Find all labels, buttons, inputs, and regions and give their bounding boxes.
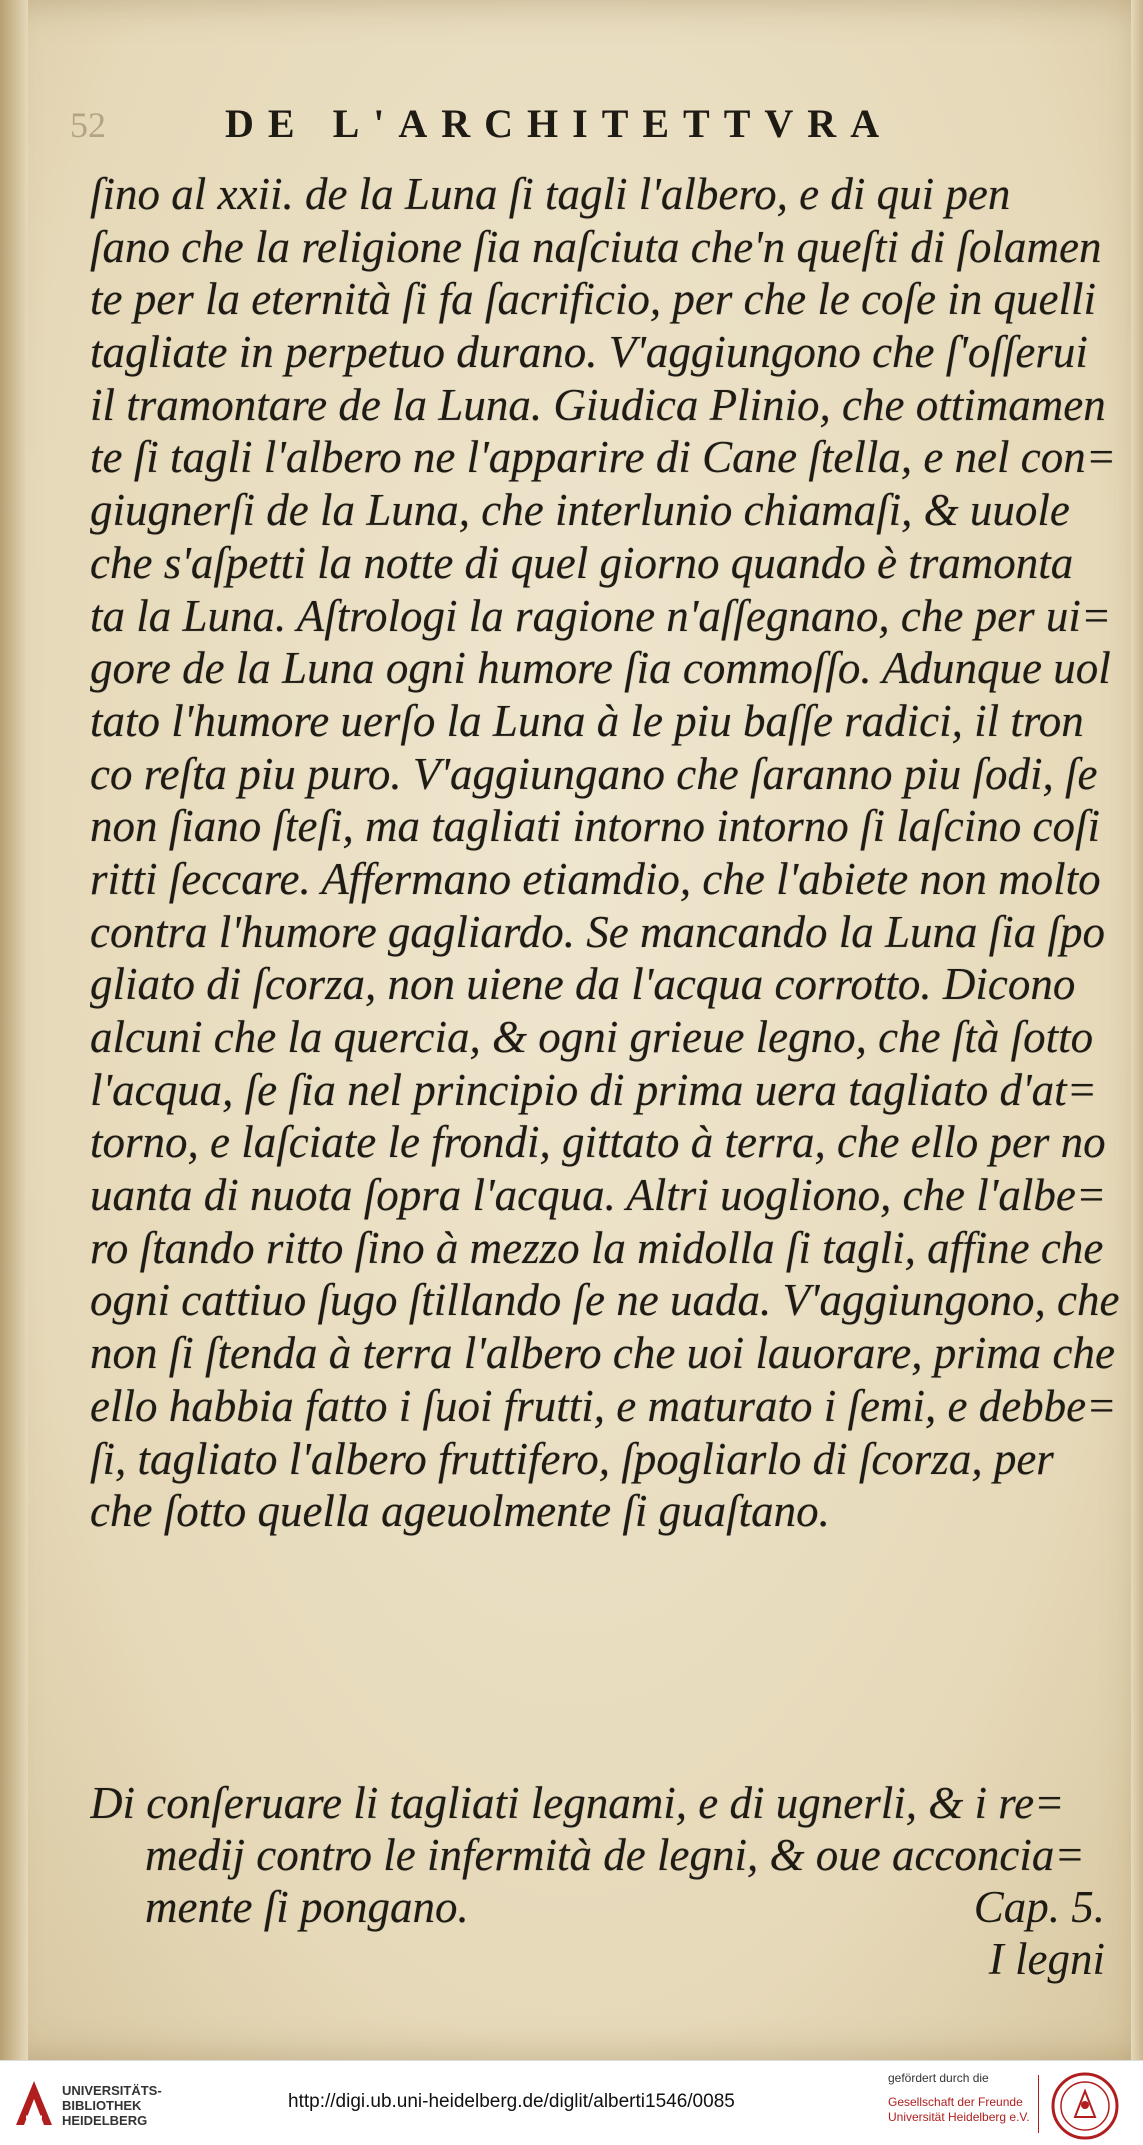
text-line: giugnerſi de la Luna, che interlunio chiamaſi, & uuole [90,485,1070,536]
text-line: tato l'humore uerſo la Luna à le piu baſſe radici, il tron [90,695,1084,746]
catchword: I legni [988,1934,1105,1984]
text-line: uanta di nuota ſopra l'acqua. Altri uogliono, che l'albe= [90,1170,1107,1221]
text-line: ello habbia fatto i ſuoi frutti, e maturato i ſemi, e debbe= [90,1380,1117,1431]
permalink-url[interactable]: http://digi.ub.uni-heidelberg.de/diglit/alberti1546/0085 [288,2091,735,2112]
chapter-heading [90,1777,1120,1933]
library-name [62,2083,172,2128]
text-line: alcuni che la quercia, & ogni grieue legno, che ſtà ſotto [90,1012,1094,1062]
text-line: gliato di ſcorza, non uiene da l'acqua corrotto. Dicono [90,959,1076,1010]
sponsor-label: gefördert durch die [888,2071,989,2085]
footer-bar [0,2060,1143,2145]
text-line: ſino al xxii. de la Luna ſi tagli l'albero, e di qui pen [90,169,1011,219]
chapter-label: Cap. 5. [973,1882,1105,1932]
text-line: ſano che la religione ſia naſciuta che'n queſti di ſolamen [90,221,1102,272]
chapter-heading-line: Di conſeruare li tagliati legnami, e di ugnerli, & i re= [90,1778,1065,1828]
chapter-heading-line: mente ſi pongano. [145,1882,469,1932]
body-text [90,168,1120,1538]
text-line: ritti ſeccare. Affermano etiamdio, che l'abiete non molto [90,853,1101,904]
footer-divider [1038,2075,1039,2133]
sponsor-name-line: Gesellschaft der Freunde [888,2095,1023,2109]
library-name-line: BIBLIOTHEK [62,2098,142,2113]
text-line: torno, e laſciate le frondi, gittato à terra, che ello per no [90,1117,1106,1168]
binding-shadow [0,0,28,2060]
university-seal-icon [1050,2071,1120,2141]
library-name-line: HEIDELBERG [62,2113,148,2128]
text-line: gore de la Luna ogni humore ſia commoſſo. Adunque uol [90,643,1111,694]
text-line: il tramontare de la Luna. Giudica Plinio, che ottimamen [90,379,1106,430]
text-line: l'acqua, ſe ſia nel principio di prima uera tagliato d'at= [90,1064,1098,1115]
chapter-heading-line: medij contro le infermità de legni, & oue acconcia= [145,1830,1085,1880]
sponsor-name [888,2095,1038,2125]
text-line: ſi, tagliato l'albero fruttifero, ſpogliarlo di ſcorza, per [90,1433,1054,1484]
text-line: ogni cattiuo ſugo ſtillando ſe ne uada. V'aggiungono, che [90,1275,1120,1326]
text-line: te ſi tagli l'albero ne l'apparire di Cane ſtella, e nel con= [90,432,1117,483]
page-number: 52 [70,105,106,145]
library-name-line: UNIVERSITÄTS- [62,2083,162,2098]
text-line: contra l'humore gagliardo. Se mancando la Luna ſia ſpo [90,906,1106,957]
text-line: che ſotto quella ageuolmente ſi guaſtano. [90,1486,830,1537]
sponsor-name-line: Universität Heidelberg e.V. [888,2110,1030,2124]
text-line: te per la eternità ſi fa ſacrificio, per che le coſe in quelli [90,274,1096,325]
text-line: che s'aſpetti la notte di quel giorno quando è tramonta [90,537,1074,588]
text-line: tagliate in perpetuo durano. V'aggiungono che ſ'oſſerui [90,327,1088,378]
text-line: ta la Luna. Aſtrologi la ragione n'aſſegnano, che per ui= [90,590,1112,641]
text-line: non ſiano ſteſi, ma tagliati intorno intorno ſi laſcino coſi [90,801,1100,852]
page-edge [1131,0,1143,2060]
text-line: ro ſtando ritto ſino à mezzo la midolla ſi tagli, affine che [90,1222,1104,1273]
text-line: co reſta piu puro. V'aggiungano che ſaranno piu ſodi, ſe [90,748,1098,799]
running-head: DE L'ARCHITETTVRA [225,101,894,146]
university-library-logo-icon [12,2077,56,2129]
text-line: non ſi ſtenda à terra l'albero che uoi lauorare, prima che [90,1328,1115,1379]
